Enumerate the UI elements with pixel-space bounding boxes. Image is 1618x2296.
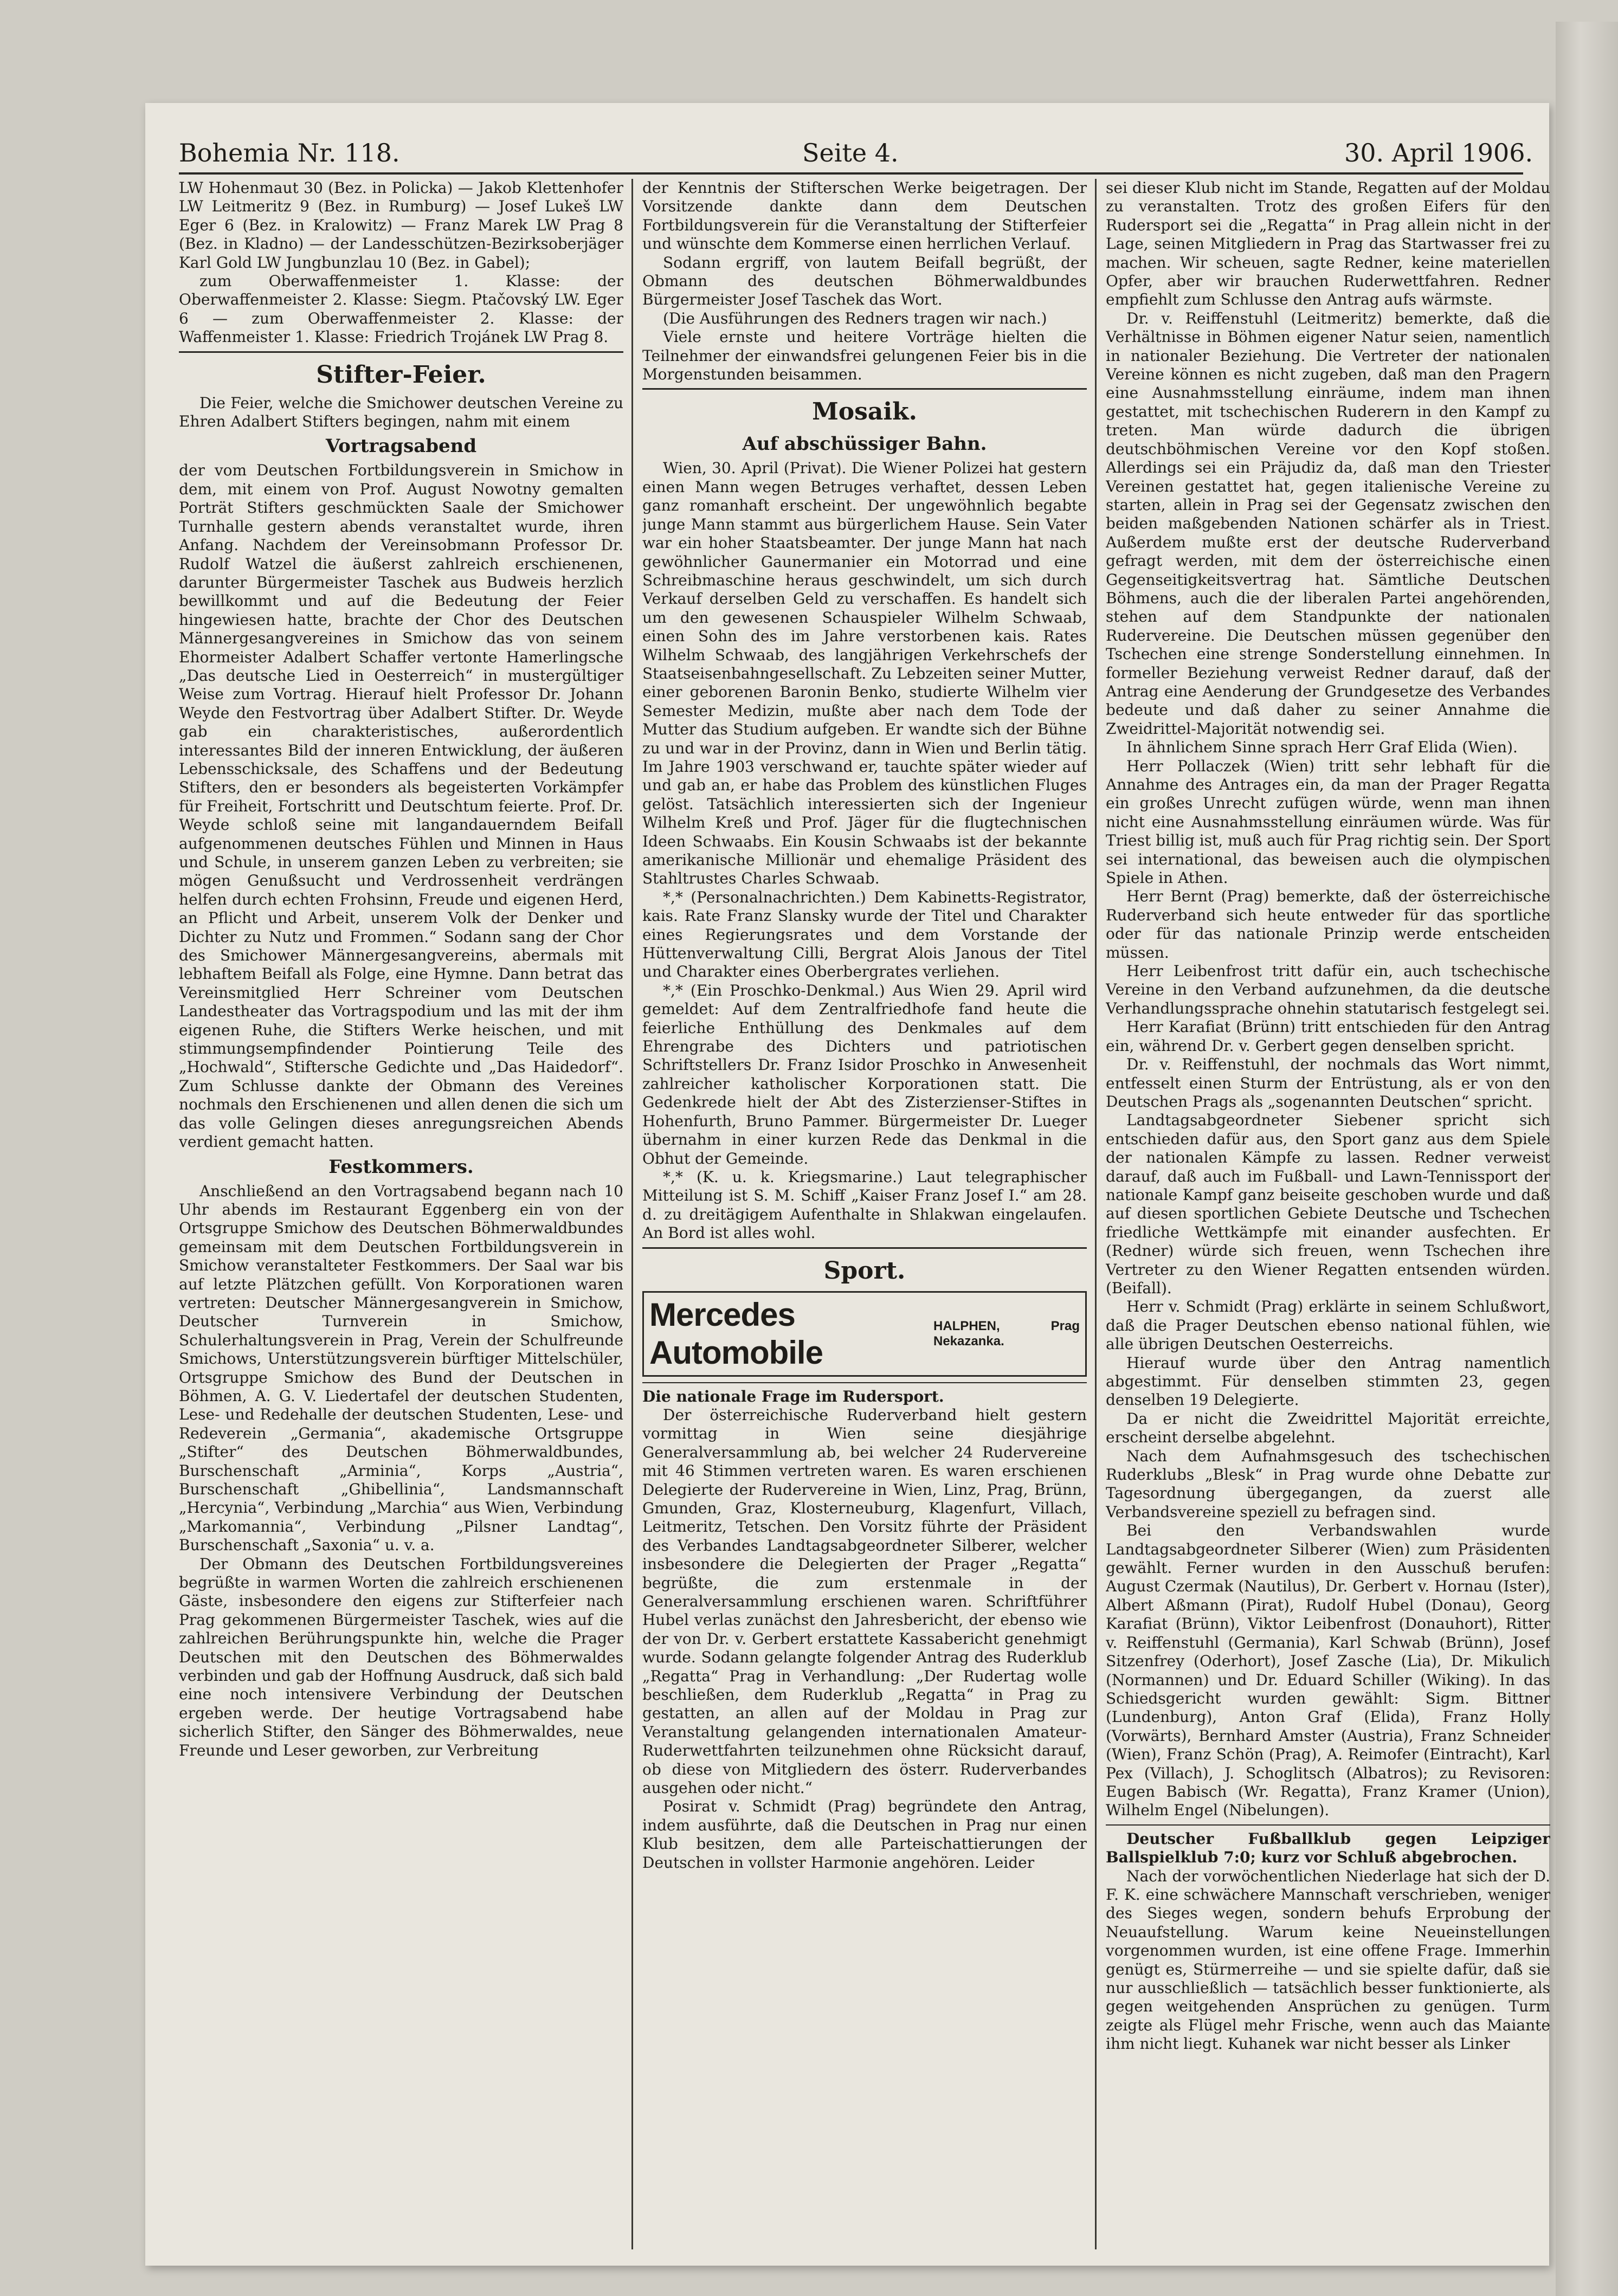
- subheading: Festkommers.: [328, 1156, 474, 1178]
- subheading: Vortragsabend: [325, 435, 477, 457]
- column-2: [642, 179, 1087, 2255]
- issue-date: 30. April 1906.: [1344, 138, 1533, 167]
- article-text: LW Hohenmaut 30 (Bez. in Policka) — Jakob Klettenhofer LW Leitmeritz 9 (Bez. in Rumburg) — Josef Lukeš LW Eger 6 (Bez. in Kralowitz) — Franz Marek LW Prag 8 (Bez. in Kladno) — der Landesschützen-Bezirksoberjäger Karl Gold LW Jungbunzlau 10 (Bez. in Gabel);: [179, 179, 623, 272]
- subheading: Die nationale Frage im Rudersport.: [642, 1387, 944, 1405]
- article-text: zum Oberwaffenmeister 1. Klasse: der Oberwaffenmeister 2. Klasse: Siegm. Ptačovský LW. Eger 6 — zum Oberwaffenmeister 2. Klasse: der Waffenmeister 1. Klasse: Friedrich Trojánek LW Prag 8.: [179, 272, 623, 346]
- article-text: Nach dem Aufnahmsgesuch des tschechischen Ruderklubs „Blesk“ in Prag wurde ohne Debatte zur Tagesordnung übergegangen, da zuerst alle Verbandsvereine speziell zu befragen sind.: [1106, 1447, 1550, 1521]
- article-text: Dr. v. Reiffenstuhl (Leitmeritz) bemerkte, daß die Verhältnisse in Böhmen eigener Natur seien, namentlich in nationaler Beziehung. Die Vertreter der nationalen Vereine können es nicht zugeben, daß man den Pragern eine Ausnahmsstellung einräume, indem man ihnen gestattet, mit tschechischen Ruderern in den Kampf zu treten. Man würde dadurch die übrigen deutschböhmischen Vereine vor den Kopf stoßen. Allerdings sei ein Präjudiz da, daß man den Triester Vereinen gestattet hat, gegen italienische Vereine zu starten, allein in Prag sei der Gegensatz zwischen den beiden maßgebenden Nationen schärfer als in Triest. Außerdem mußte erst der deutsche Ruderverband gefragt werden, mit dem der österreichische einen Gegenseitigkeitsvertrag hat. Sämtliche Deutschen Böhmens, auch die der liberalen Partei angehörenden, stehen auf dem Standpunkte der nationalen Rudervereine. Die Deutschen müssen gegenüber den Tschechen eine strenge Sonderstellung einnehmen. In formeller Beziehung verweist Redner darauf, daß der Antrag eine Aenderung der Grundgesetze des Verbandes bedeute und daß daher zu seiner Annahme die Zweidrittel-Majorität notwendig sei.: [1106, 309, 1550, 738]
- article-text: der vom Deutschen Fortbildungsverein in Smichow in dem, mit einem von Prof. August Nowotny gemalten Porträt Stifters geschmückten Saale der Smichower Turnhalle gestern abends veranstaltet wurde, ihren Anfang. Nachdem der Vereinsobmann Professor Dr. Rudolf Watzel die äußerst zahlreich erschienenen, darunter Bürgermeister Taschek aus Budweis herzlich bewillkommt und auf die Bedeutung der Feier hingewiesen hatte, brachte der Chor des Deutschen Männergesangvereines in Smichow das von seinem Ehormeister Adalbert Schaffer vertonte Hamerlingsche „Das deutsche Lied in Oesterreich“ in mustergültiger Weise zum Vortrag. Hierauf hielt Professor Dr. Johann Weyde den Festvortrag über Adalbert Stifter. Dr. Weyde gab ein charakteristisches, außerordentlich interessantes Bild der inneren Entwicklung, der äußeren Lebensschicksale, des Schaffens und der Bedeutung Stifters, den er besonders als begeisterten Vorkämpfer für Freiheit, Fortschritt und Deutschtum feierte. Prof. Dr. Weyde schloß seine mit langandauerndem Beifall aufgenommenen deutsches Fühlen und Minnen in Haus und Schule, in unserem ganzen Leben zu verbreiten; sie mögen Genußsucht und Verdrossenheit verdrängen helfen durch echten Frohsinn, Freude und eigenen Herd, an Pflicht und Arbeit, unserem Volk der Denker und Dichter zu Nutz und Frommen.“ Sodann sang der Chor des Smichower Männergesangvereins, abermals mit lebhaftem Beifall als Folge, eine Hymne. Dann betrat das Vereinsmitglied Herr Schreiner vom Deutschen Landestheater das Vortragspodium und las mit der ihm eigenen Ruhe, die Stifters Werke heischen, und mit stimmungsempfindender Pointierung Teile des „Hochwald“, Stiftersche Gedichte und „Das Haidedorf“. Zum Schlusse dankte der Obmann des Vereines nochmals den Erschienenen und allen denen die sich um das volle Gelingen dieses anregungsreichen Abends verdient gemacht hatten.: [179, 461, 623, 1151]
- news-item: *,* (K. u. k. Kriegsmarine.) Laut telegraphischer Mitteilung ist S. M. Schiff „Kaiser Franz Josef I.“ am 28. d. zu dreitägigem Aufenthalte in Shlakwan eingelaufen. An Bord ist alles wohl.: [642, 1168, 1087, 1242]
- section-heading: Mosaik.: [812, 398, 917, 426]
- article-text: Sodann ergriff, von lautem Beifall begrüßt, der Obmann des deutschen Böhmerwaldbundes Bürgermeister Josef Taschek das Wort.: [642, 253, 1087, 309]
- column-divider: [631, 179, 633, 2249]
- article-text: Viele ernste und heitere Vorträge hielten die Teilnehmer der einwandsfrei gelungenen Feier bis in die Morgenstunden beisammen.: [642, 328, 1087, 384]
- article-text: Herr Leibenfrost tritt dafür ein, auch tschechische Vereine in den Verband aufzunehmen, da die deutsche Verhandlungssprache ohnehin statutarisch festgelegt sei.: [1106, 962, 1550, 1017]
- column-1: [179, 179, 623, 2255]
- article-text: Herr Bernt (Prag) bemerkte, daß der österreichische Ruderverband sich heute entweder für das sportliche oder für das nationale Prinzip werde entscheiden müssen.: [1106, 887, 1550, 962]
- article-text: Der Obmann des Deutschen Fortbildungsvereines begrüßte in warmen Worten die zahlreich erschienenen Gäste, insbesondere den eigens zur Stifterfeier nach Prag gekommenen Bürgermeister Taschek, wies auf die zahlreichen Berührungspunkte hin, welche die Prager Deutschen mit den Deutschen des Böhmerwaldes verbinden und gab der Hoffnung Ausdruck, daß sich bald eine noch intensivere Verbindung der Deutschen ergeben werde. Der heutige Vortragsabend habe sicherlich Stifter, den Sänger des Böhmerwaldes, neue Freunde und Leser geworben, zur Verbreitung: [179, 1555, 623, 1759]
- section-heading: Sport.: [823, 1256, 906, 1285]
- masthead-issue: Bohemia Nr. 118.: [179, 138, 400, 167]
- news-item: *,* (Ein Proschko-Denkmal.) Aus Wien 29. April wird gemeldet: Auf dem Zentralfriedhofe fand heute die feierliche Enthüllung des Denkmales auf dem Ehrengrabe des Dichters und patriotischen Schriftstellers Dr. Franz Isidor Proschko in Anwesenheit zahlreicher katholischer Korporationen statt. Die Gedenkrede hielt der Abt des Zisterzienser-Stiftes in Hohenfurth, Bruno Pammer. Bürgermeister Dr. Lueger übernahm in einer kurzen Rede das Denkmal in die Obhut der Gemeinde.: [642, 981, 1087, 1168]
- column-divider: [1095, 179, 1097, 2249]
- article-text: Hierauf wurde über den Antrag namentlich abgestimmt. Für denselben stimmten 23, gegen denselben 19 Delegierte.: [1106, 1353, 1550, 1409]
- page-number: Seite 4.: [802, 138, 899, 167]
- article-text: Nach der vorwöchentlichen Niederlage hat sich der D. F. K. eine schwächere Mannschaft verschrieben, weniger des Sieges wegen, sondern behufs Erprobung der Neuaufstellung. Warum keine Neueinstellungen vorgenommen wurden, ist eine offene Frage. Immerhin genügt es, Stürmerreihe — und sie spielte dafür, daß sie nur ausschließlich — tatsächlich besser funktionierte, als gegen weitgehenden Ansprüchen zu genügen. Turm zeigte als Flügel mehr Frische, wenn auch das Maiante ihm nicht liegt. Kuhanek war nicht besser als Linker: [1106, 1867, 1550, 2053]
- page-header: [179, 138, 1533, 171]
- subheading: Auf abschüssiger Bahn.: [742, 433, 987, 455]
- article-text: Die Feier, welche die Smichower deutschen Vereine zu Ehren Adalbert Stifters begingen, nahm mit einem: [179, 394, 623, 431]
- ad-dealer: HALPHEN, Prag Nekazanka.: [933, 1318, 1080, 1349]
- section-rule: [642, 1382, 1087, 1383]
- column-3: [1106, 179, 1550, 2255]
- article-text: Dr. v. Reiffenstuhl, der nochmals das Wort nimmt, entfesselt einen Sturm der Entrüstung, als er von den Deutschen Prags als „sogenannten Deutschen“ spricht.: [1106, 1055, 1550, 1111]
- header-rule: [179, 172, 1523, 175]
- article-text: Der österreichische Ruderverband hielt gestern vormittag in Wien seine diesjährige Generalversammlung ab, bei welcher 24 Rudervereine mit 46 Stimmen vertreten waren. Es waren erschienen Delegierte der Rudervereine in Wien, Linz, Prag, Brünn, Gmunden, Graz, Klosterneuburg, Klagenfurt, Villach, Leitmeritz, Tetschen. Den Vorsitz führte der Präsident des Verbandes Landtagsabgeordneter Silberer, welcher insbesondere die Delegierten der Prager „Regatta“ begrüßte, die zum erstenmale in der Generalversammlung erschienen waren. Schriftführer Hubel verlas zunächst den Jahresbericht, der ebenso wie der von Dr. v. Gerbert erstattete Kassabericht genehmigt wurde. Sodann gelangte folgender Antrag des Ruderklub „Regatta“ Prag in Verhandlung: „Der Rudertag wolle beschließen, dem Ruderklub „Regatta“ in Prag zu gestatten, an allen auf der Moldau in Prag zur Veranstaltung gelangenden internationalen Amateur-Ruderwettfahrten teilzunehmen ohne Rücksicht darauf, ob diese von Mitgliedern des österr. Ruderverbandes ausgehen oder nicht.“: [642, 1405, 1087, 1797]
- article-text: In ähnlichem Sinne sprach Herr Graf Elida (Wien).: [1126, 738, 1518, 757]
- news-item: *,* (Personalnachrichten.) Dem Kabinetts-Registrator, kais. Rate Franz Slansky wurde der Titel und Charakter eines Regierungsrates und dem Vorstande der Hüttenverwaltung Cilli, Bergrat Alois Janous der Titel und Charakter eines Oberbergrates verliehen.: [642, 888, 1087, 981]
- section-heading: Stifter-Feier.: [316, 360, 486, 389]
- article-text: der Kenntnis der Stifterschen Werke beigetragen. Der Vorsitzende dankte dann dem Deutschen Fortbildungsverein für die Veranstaltung der Stifterfeier und wünschte dem Kommerse einen herrlichen Verlauf.: [642, 179, 1087, 253]
- section-rule: [1106, 1824, 1550, 1826]
- ad-brand: Mercedes Automobile: [649, 1296, 823, 1371]
- article-text: Herr Pollaczek (Wien) tritt sehr lebhaft für die Annahme des Antrages ein, da man der Prager Regatta ein großes Unrecht zufügen würde, wenn man ihnen nicht eine Ausnahmsstellung einräumen würde. Was für Triest billig ist, muß auch für Prag richtig sein. Der Sport sei international, das beweisen auch die olympischen Spiele in Athen.: [1106, 757, 1550, 887]
- article-text: Da er nicht die Zweidrittel Majorität erreichte, erscheint derselbe abgelehnt.: [1106, 1409, 1550, 1447]
- advertisement-box: [642, 1291, 1087, 1377]
- article-text: Landtagsabgeordneter Siebener spricht sich entschieden dafür aus, den Sport ganz aus dem Spiele der nationalen Kämpfe zu lassen. Redner verweist darauf, daß auch im Fußball- und Lawn-Tennissport der nationale Kampf ganz beiseite geschoben wurde und daß auf diesen sportlichen Gebiete Deutsche und Tschechen friedliche Wettkämpfe mit einander ausfechten. Er (Redner) würde sich freuen, wenn Tschechen ihre Vertreter zu den Wiener Regatten entsenden würden. (Beifall).: [1106, 1111, 1550, 1297]
- article-text: Herr v. Schmidt (Prag) erklärte in seinem Schlußwort, daß die Prager Deutschen ebenso national fühlen, wie alle übrigen Deutschen Oesterreichs.: [1106, 1298, 1550, 1353]
- section-rule: [642, 388, 1087, 390]
- article-text: (Die Ausführungen des Redners tragen wir nach.): [663, 309, 1047, 327]
- article-text: Anschließend an den Vortragsabend begann nach 10 Uhr abends im Restaurant Eggenberg ein von der Ortsgruppe Smichow des Deutschen Böhmerwaldbundes gemeinsam mit dem Deutschen Fortbildungsverein in Smichow veranstalteter Festkommers. Der Saal war bis auf letzte Plätzchen gefüllt. Von Korporationen waren vertreten: Deutscher Männergesangverein in Smichow, Deutscher Turnverein in Smichow, Schulerhaltungsverein in Prag, Verein der Schulfreunde Smichows, Unterstützungsverein bürftiger Mittelschüler, Ortsgruppe Smichow des Bund der Deutschen in Böhmen, A. G. V. Liedertafel der deutschen Studenten, Lese- und Redehalle der deutschen Studenten, Lese- und Redeverein „Germania“, akademische Ortsgruppe „Stifter“ des Deutschen Böhmerwaldbundes, Burschenschaft „Arminia“, Korps „Austria“, Burschenschaft „Ghibellinia“, Landsmannschaft „Hercynia“, Verbindung „Marchia“ aus Wien, Verbindung „Markomannia“, Verbindung „Pilsner Landtag“, Burschenschaft „Saxonia“ u. v. a.: [179, 1182, 623, 1555]
- article-text: Wien, 30. April (Privat). Die Wiener Polizei hat gestern einen Mann wegen Betruges verhaftet, dessen Leben ganz romanhaft erscheint. Der ungewöhnlich begabte junge Mann stammt aus bürgerlichem Hause. Sein Vater war ein hoher Staatsbeamter. Der junge Mann hat nach gewöhnlicher Gaunermanier ein Motorrad und eine Schreibmaschine heraus geschwindelt, um sich durch Verkauf derselben Geld zu verschaffen. Es handelt sich um den gewesenen Schauspieler Wilhelm Schwaab, einen Sohn des im Jahre verstorbenen kais. Rates Wilhelm Schwaab, des langjährigen Verkehrschefs der Staatseisenbahngesellschaft. Zu Lebzeiten seiner Mutter, einer geborenen Baronin Benko, studierte Wilhelm vier Semester Medizin, mußte aber nach dem Tode der Mutter das Studium aufgeben. Er wandte sich der Bühne zu und war in der Provinz, dann in Wien und Berlin tätig. Im Jahre 1903 verschwand er, tauchte später wieder auf und gab an, er habe das Problem des künstlichen Fluges gelöst. Tatsächlich interessierten sich der Ingenieur Wilhelm Kreß und Prof. Jäger für die flugtechnischen Ideen Schwaabs. Ein Kousin Schwaabs ist der bekannte amerikanische Millionär und ehemalige Präsident des Stahltrustes Charles Schwaab.: [642, 459, 1087, 888]
- subheading: Deutscher Fußballklub gegen Leipziger Ballspielklub 7:0; kurz vor Schluß abgebrochen.: [1106, 1829, 1550, 1867]
- article-text: Herr Karafiat (Brünn) tritt entschieden für den Antrag ein, während Dr. v. Gerbert gegen denselben spricht.: [1106, 1018, 1550, 1055]
- section-rule: [179, 351, 623, 353]
- article-text: Posirat v. Schmidt (Prag) begründete den Antrag, indem ausführte, daß die Deutschen in Prag nur einen Klub besitzen, dem alle Parteischattierungen der Deutschen in vollster Harmonie angehören. Leider: [642, 1797, 1087, 1872]
- page-edge: [1556, 22, 1618, 2296]
- article-text: Bei den Verbandswahlen wurde Landtagsabgeordneter Silberer (Wien) zum Präsidenten gewählt. Ferner wurden in den Ausschuß berufen: August Czermak (Nautilus), Dr. Gerbert v. Hornau (Ister), Albert Aßmann (Pirat), Rudolf Hubel (Donau), Georg Karafiat (Brünn), Viktor Leibenfrost (Donauhort), Ritter v. Reiffenstuhl (Germania), Karl Schwab (Brünn), Josef Sitzenfrey (Oderhort), Josef Zasche (Lia), Dr. Mikulich (Normannen) und Dr. Eduard Schiller (Wiking). In das Schiedsgericht wurden gewählt: Sigm. Bittner (Lundenburg), Anton Graf (Elida), Franz Holly (Vorwärts), Bernhard Amster (Austria), Franz Schneider (Wien), Franz Schön (Prag), A. Reimofer (Eintracht), Karl Pex (Villach), J. Schoglitsch (Albatros); zu Revisoren: Eugen Babisch (Wr. Regatta), Franz Kramer (Union), Wilhelm Engel (Nibelungen).: [1106, 1521, 1550, 1820]
- article-text: sei dieser Klub nicht im Stande, Regatten auf der Moldau zu veranstalten. Trotz des großen Eifers für den Rudersport sei die „Regatta“ in Prag allein nicht in der Lage, seinen Mitgliedern in Prag das Startwasser frei zu machen. Wir scheuen, sagte Redner, keine materiellen Opfer, aber wir brauchen Ruderwettfahren. Redner empfiehlt zum Schlusse den Antrag aufs wärmste.: [1106, 179, 1550, 309]
- section-rule: [642, 1247, 1087, 1249]
